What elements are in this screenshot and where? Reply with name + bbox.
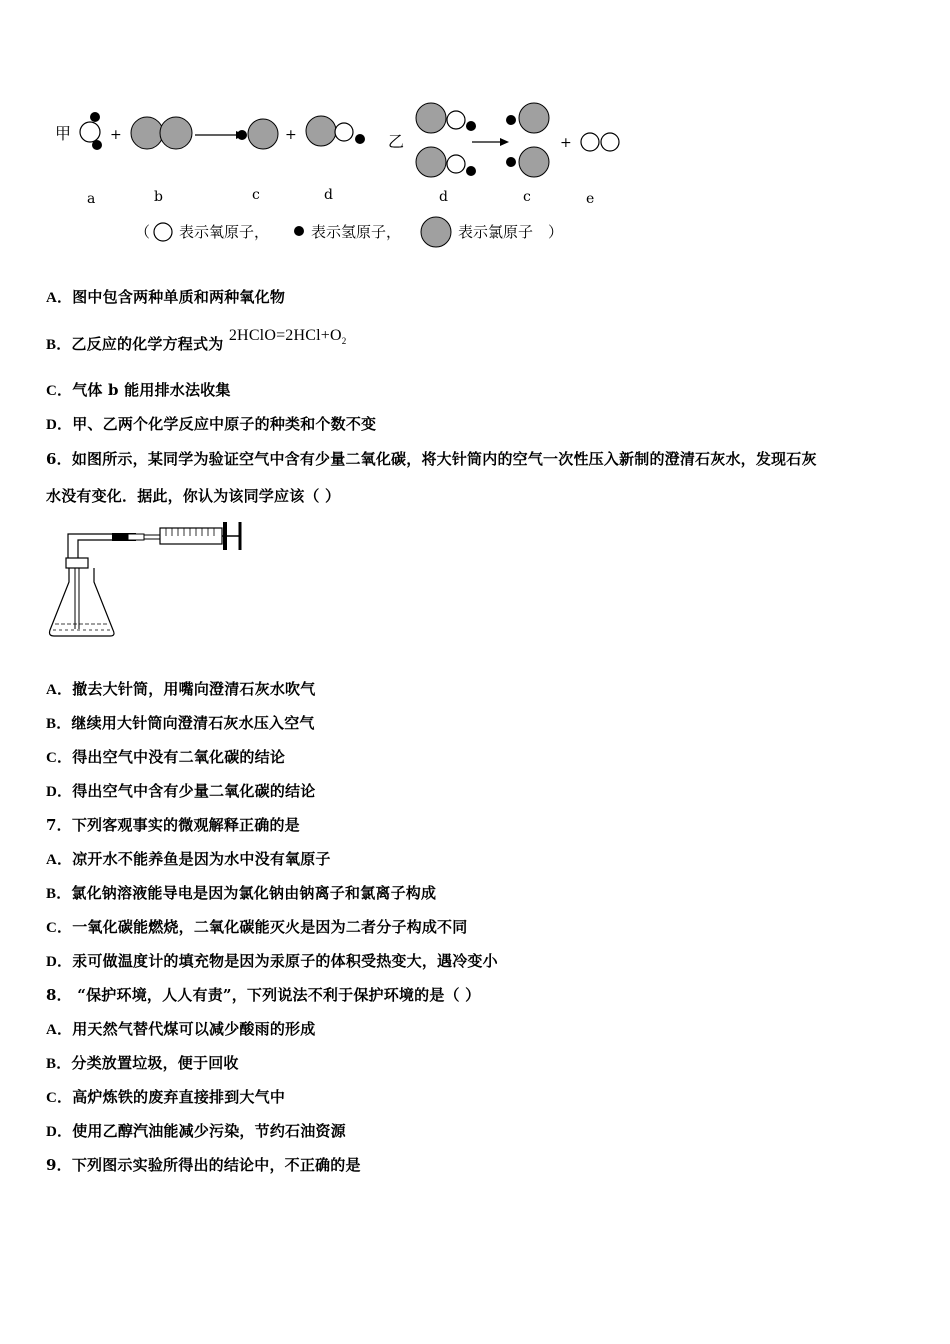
legend-hydrogen: 表示氢原子， — [311, 223, 402, 241]
option-text: 一氧化碳能燃烧，二氧化碳能灭火是因为二者分子构成不同 — [72, 918, 468, 936]
q7-option-b — [46, 882, 436, 903]
q7-stem: 7．下列客观事实的微观解释正确的是 — [46, 816, 300, 834]
molecule-a — [80, 112, 102, 150]
option-text: 分类放置垃圾，便于回收 — [71, 1054, 239, 1072]
equation-body: 2HClO=2HCl+O — [228, 327, 342, 344]
plus-sign: + — [285, 127, 297, 143]
reaction-diagram — [40, 95, 640, 255]
q5-option-a — [46, 286, 285, 307]
q8-stem: 8． “保护环境，人人有责”，下列说法不利于保护环境的是（ ） — [46, 986, 481, 1004]
option-text: 用天然气替代煤可以减少酸雨的形成 — [72, 1020, 316, 1038]
option-letter: B． — [46, 886, 72, 902]
molecule-b — [131, 117, 192, 149]
label-a: a — [87, 191, 96, 207]
arrow-yi — [472, 138, 509, 146]
molecule-c-bottom — [506, 147, 549, 177]
option-text: 高炉炼铁的废弃直接排到大气中 — [72, 1088, 286, 1106]
option-letter: A． — [46, 682, 73, 698]
plus-sign: + — [560, 135, 572, 151]
option-letter: B． — [46, 716, 72, 732]
option-text: 凉开水不能养鱼是因为水中没有氧原子 — [72, 850, 331, 868]
q7-option-d — [46, 950, 498, 971]
q6-stem-line1: 6．如图所示，某同学为验证空气中含有少量二氧化碳，将大针筒内的空气一次性压入新制的澄清石灰水，发现石灰 — [46, 450, 817, 468]
option-letter: A． — [46, 852, 73, 868]
option-text: 得出空气中含有少量二氧化碳的结论 — [72, 782, 316, 800]
option-text: 继续用大针筒向澄清石灰水压入空气 — [71, 714, 315, 732]
option-text: 气体 b 能用排水法收集 — [72, 381, 231, 399]
label-c: c — [252, 187, 260, 203]
equation-subscript: 2 — [341, 336, 347, 347]
option-letter: B． — [46, 1056, 72, 1072]
label-e: e — [586, 191, 595, 207]
jia-label: 甲 — [55, 124, 72, 143]
molecule-c-top — [506, 103, 549, 133]
molecule-e — [581, 133, 619, 151]
q5-option-c — [46, 379, 231, 400]
option-letter: D． — [46, 417, 73, 433]
yi-label: 乙 — [388, 132, 405, 151]
q7-option-a — [46, 848, 331, 869]
option-letter: A． — [46, 290, 73, 306]
option-text: 图中包含两种单质和两种氧化物 — [72, 288, 286, 306]
q8-option-b — [46, 1052, 239, 1073]
q6-option-c — [46, 746, 285, 767]
option-letter: C． — [46, 920, 73, 936]
legend-open-paren: （ — [135, 223, 151, 241]
molecule-d — [306, 116, 365, 146]
q8-option-a — [46, 1018, 315, 1039]
option-text: 甲、乙两个化学反应中原子的种类和个数不变 — [72, 415, 377, 433]
option-letter: D． — [46, 784, 73, 800]
option-text: 乙反应的化学方程式为 — [71, 335, 224, 353]
option-letter: C． — [46, 1090, 73, 1106]
label-d: d — [324, 187, 333, 203]
molecule-d-bottom — [416, 147, 476, 177]
hydrogen-atom-icon — [294, 226, 304, 236]
option-letter: A． — [46, 1022, 73, 1038]
option-text: 撤去大针筒，用嘴向澄清石灰水吹气 — [72, 680, 316, 698]
label-b: b — [154, 189, 163, 205]
option-text: 使用乙醇汽油能减少污染，节约石油资源 — [72, 1122, 346, 1140]
syringe-flask-apparatus — [40, 512, 270, 647]
option-letter: C． — [46, 383, 73, 399]
molecule-d-top — [416, 103, 476, 133]
oxygen-atom-icon — [154, 223, 172, 241]
label-d2: d — [439, 189, 448, 205]
q8-option-c — [46, 1086, 285, 1107]
q6-stem-line2: 水没有变化．据此，你认为该同学应该（ ） — [46, 487, 341, 505]
chlorine-atom-icon — [421, 217, 451, 247]
legend-chlorine: 表示氯原子 — [458, 223, 534, 241]
q5-option-b — [46, 327, 347, 355]
option-text: 氯化钠溶液能导电是因为氯化钠由钠离子和氯离子构成 — [71, 884, 437, 902]
option-letter: D． — [46, 1124, 73, 1140]
molecule-c — [237, 119, 278, 149]
q5-option-d — [46, 413, 376, 434]
q8-option-d — [46, 1120, 346, 1141]
legend — [135, 217, 563, 247]
option-letter: D． — [46, 954, 73, 970]
q6-option-a — [46, 678, 315, 699]
q9-stem: 9．下列图示实验所得出的结论中，不正确的是 — [46, 1156, 361, 1174]
chemical-equation — [228, 327, 347, 347]
plus-sign: + — [110, 127, 122, 143]
legend-oxygen: 表示氧原子， — [179, 223, 270, 241]
option-text: 汞可做温度计的填充物是因为汞原子的体积受热变大，遇冷变小 — [72, 952, 498, 970]
legend-close-paren: ） — [548, 223, 564, 241]
option-letter: B． — [46, 337, 72, 353]
q6-option-b — [46, 712, 315, 733]
q7-option-c — [46, 916, 467, 937]
option-text: 得出空气中没有二氧化碳的结论 — [72, 748, 286, 766]
q6-option-d — [46, 780, 315, 801]
label-c2: c — [523, 189, 531, 205]
option-letter: C． — [46, 750, 73, 766]
